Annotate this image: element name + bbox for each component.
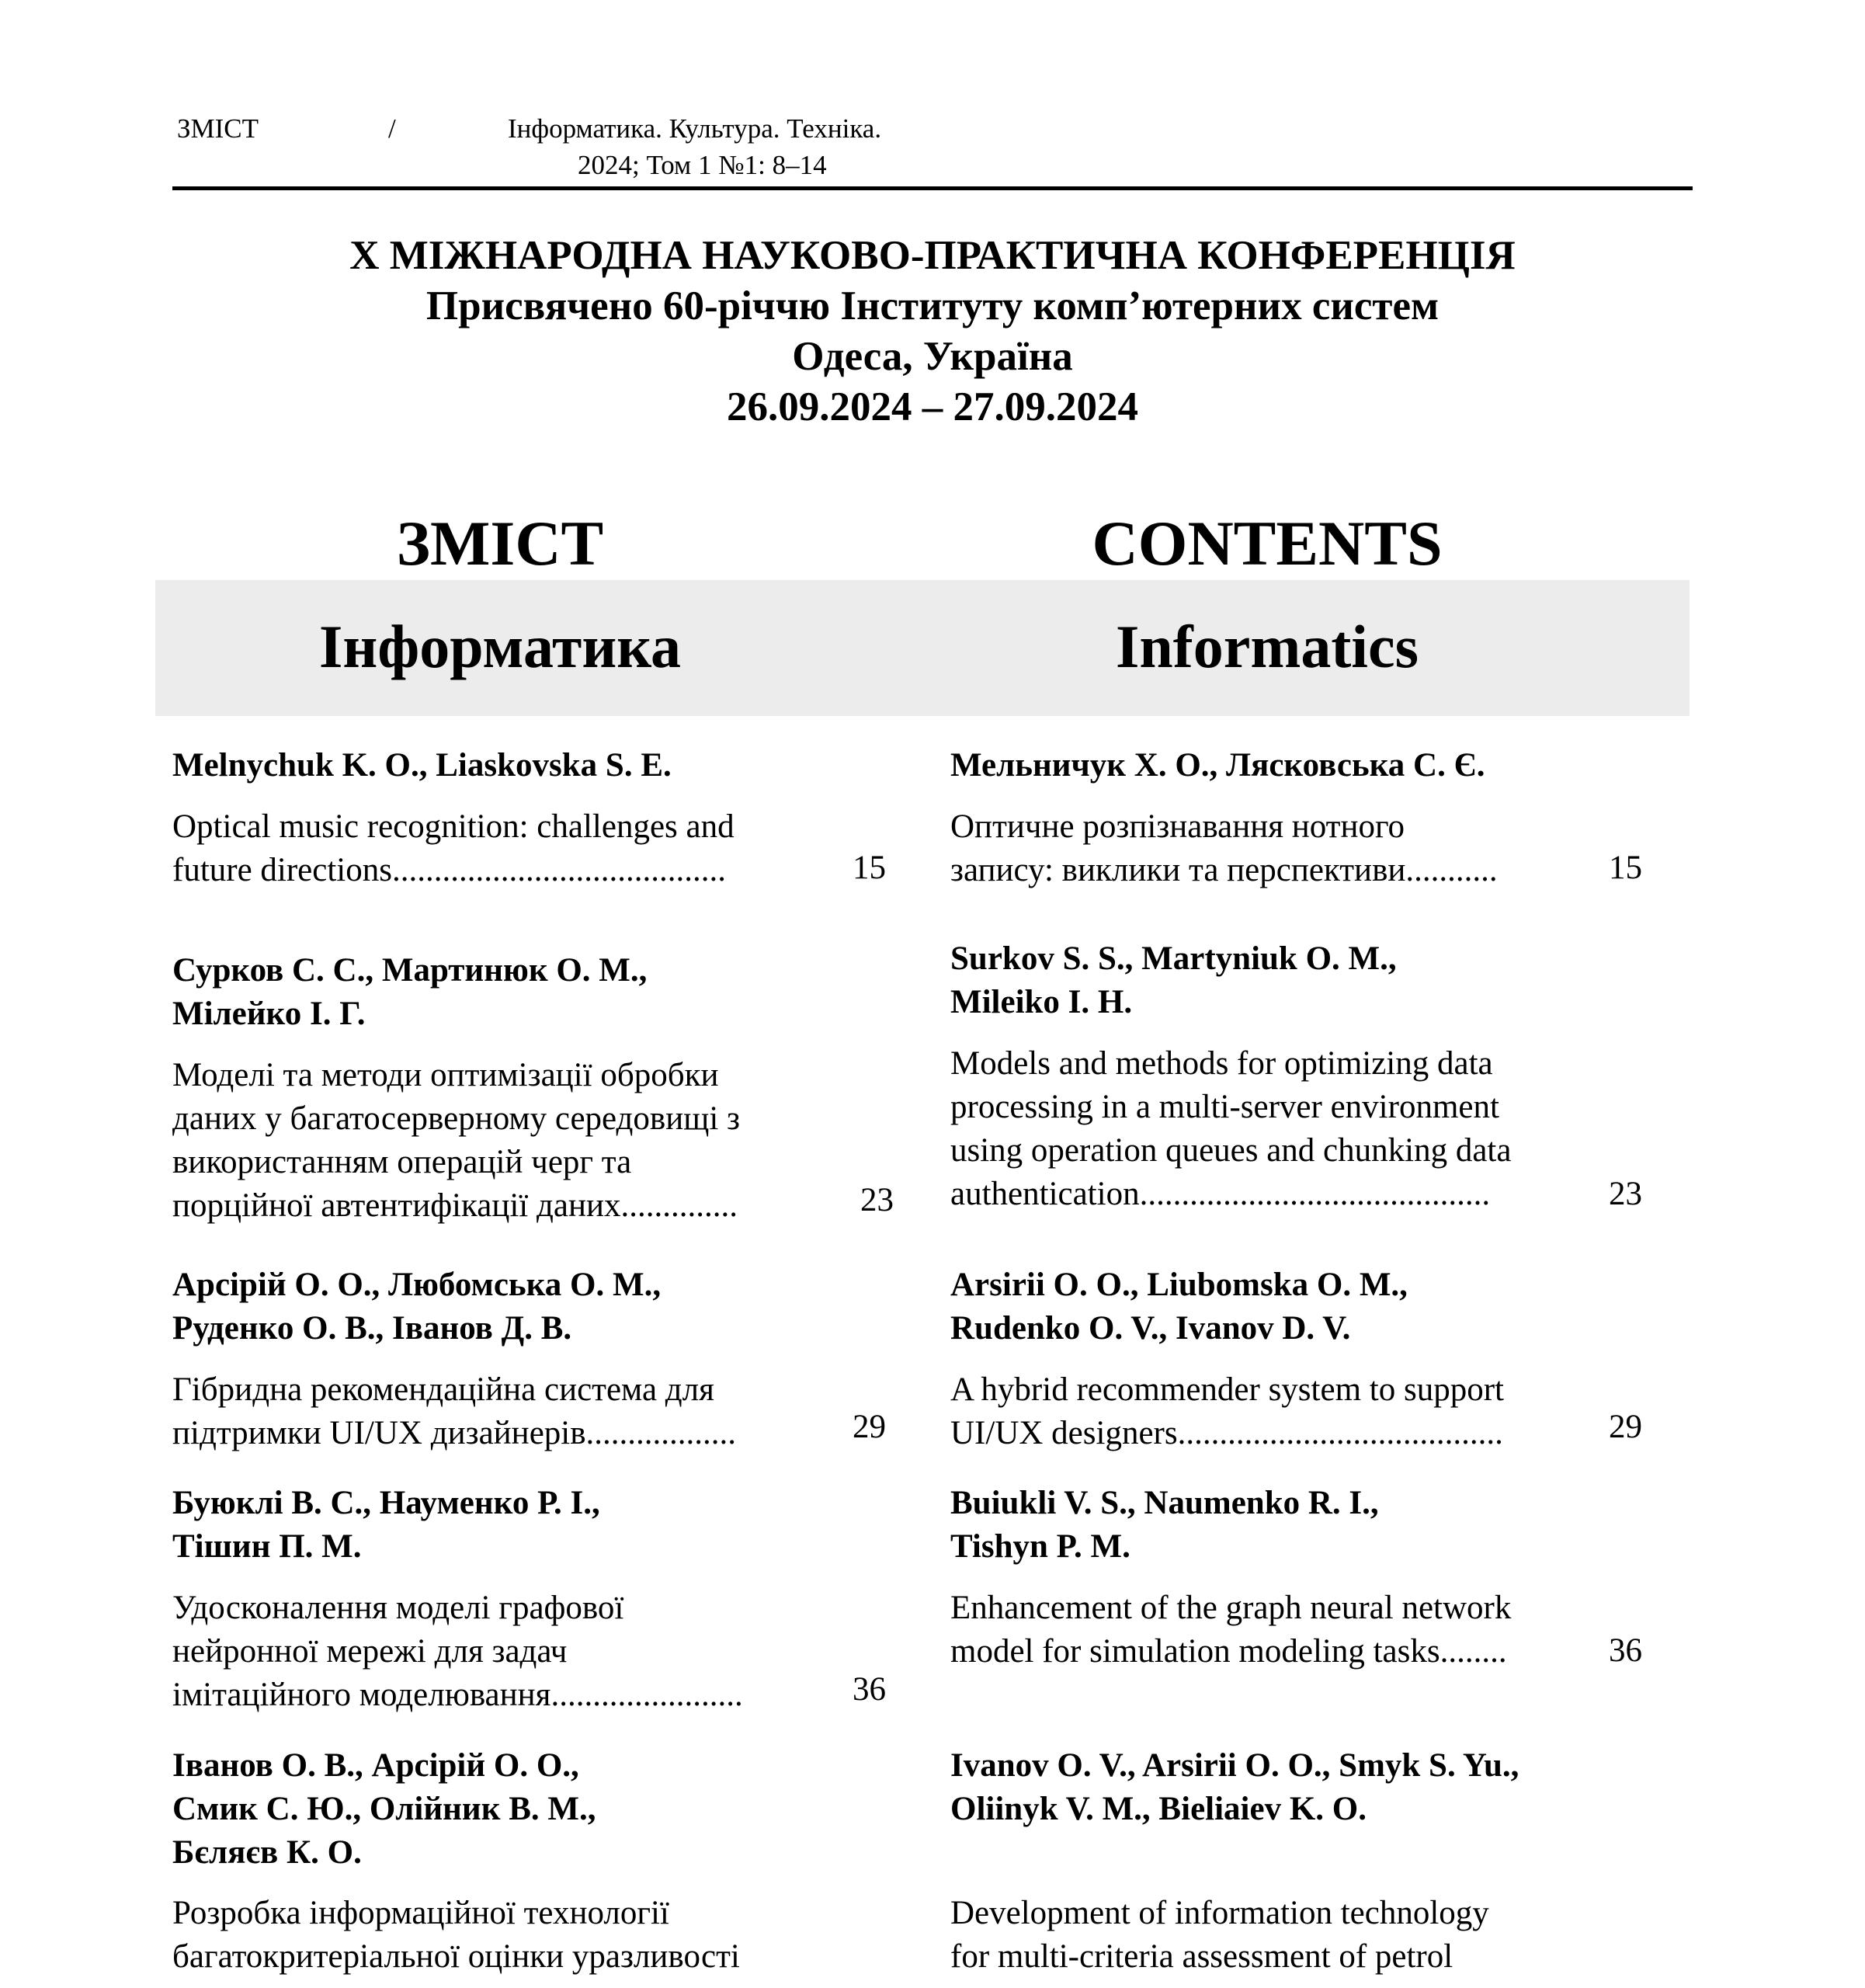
entry-authors: Арсірій О. О., Любомська О. М., Руденко О. В., Іванов Д. В.	[172, 1267, 662, 1347]
entry-authors: Buiukli V. S., Naumenko R. I., Tishyn P. M.	[950, 1485, 1379, 1565]
entry-authors: Ivanov O. V., Arsirii O. O., Smyk S. Yu., Oliinyk V. M., Bieliaiev K. O.	[950, 1747, 1519, 1827]
entry-title: Development of information technology for multi-criteria assessment of petrol	[950, 1895, 1489, 1975]
header-section: ЗМІСТ	[177, 113, 259, 144]
header-rule	[172, 186, 1693, 190]
entry-page-number: 15	[853, 850, 886, 886]
section-heading-uk: Інформатика	[318, 613, 682, 680]
conference-line-2: Присвячено 60-річчю Інституту комп’ютерних систем	[425, 283, 1440, 328]
entry-title: A hybrid recommender system to support UI/UX designers.......................................	[950, 1371, 1504, 1451]
entry-authors: Surkov S. S., Martyniuk O. M., Mileiko I. H.	[950, 940, 1397, 1020]
entry-page-number: 15	[1609, 850, 1642, 886]
entry-page-number: 36	[1609, 1632, 1642, 1669]
contents-heading-en: CONTENTS	[1092, 508, 1443, 579]
entry-authors: Arsirii O. O., Liubomska O. M., Rudenko O. V., Ivanov D. V.	[950, 1267, 1408, 1347]
entry-title: Оптичне розпізнавання нотного запису: виклики та перспективи...........	[950, 808, 1498, 888]
entry-page-number: 29	[1609, 1409, 1642, 1445]
contents-heading-uk: ЗМІСТ	[396, 508, 604, 579]
entry-page-number: 23	[860, 1182, 894, 1218]
entry-authors: Іванов О. В., Арсірій О. О., Смик С. Ю., Олійник В. М., Бєляєв К. О.	[172, 1747, 596, 1871]
entry-authors: Буюклі В. С., Науменко Р. І., Тішин П. М.	[172, 1485, 600, 1565]
entry-authors: Сурков С. С., Мартинюк О. М., Мілейко І. Г.	[172, 952, 648, 1032]
entry-page-number: 23	[1609, 1176, 1642, 1212]
conference-line-1: X МІЖНАРОДНА НАУКОВО-ПРАКТИЧНА КОНФЕРЕНЦІЯ	[349, 233, 1516, 278]
header-issue: 2024; Том 1 №1: 8–14	[578, 150, 827, 180]
entry-title: Гібридна рекомендаційна система для підтримки UI/UX дизайнерів..................	[172, 1371, 737, 1451]
entry-page-number: 36	[853, 1671, 886, 1708]
entry-page-number: 29	[853, 1409, 886, 1445]
entry-title: Models and methods for optimizing data processing in a multi-server environment using operation queues and chunking data authentication..........................................	[950, 1045, 1512, 1212]
entry-title: Optical music recognition: challenges and future directions........................................	[172, 808, 735, 888]
conference-line-4: 26.09.2024 – 27.09.2024	[727, 384, 1138, 429]
conference-line-3: Одеса, Україна	[792, 334, 1073, 379]
entry-title: Удосконалення моделі графової нейронної мережі для задач імітаційного моделювання.......................	[172, 1590, 743, 1713]
entry-authors: Melnychuk K. O., Liaskovska S. E.	[172, 747, 672, 784]
entry-title: Enhancement of the graph neural network model for simulation modeling tasks........	[950, 1590, 1512, 1670]
entry-title: Розробка інформаційної технології багатокритеріальної оцінки уразливості	[172, 1895, 740, 1975]
header-journal: Інформатика. Культура. Техніка.	[508, 113, 882, 144]
entry-title: Моделі та методи оптимізації обробки даних у багатосерверному середовищі з використанням операцій черг та порційної автентифікації даних..............	[172, 1057, 741, 1224]
header-separator: /	[388, 113, 396, 144]
section-heading-en: Informatics	[1116, 613, 1419, 680]
entry-authors: Мельничук Х. О., Лясковська С. Є.	[950, 747, 1485, 784]
